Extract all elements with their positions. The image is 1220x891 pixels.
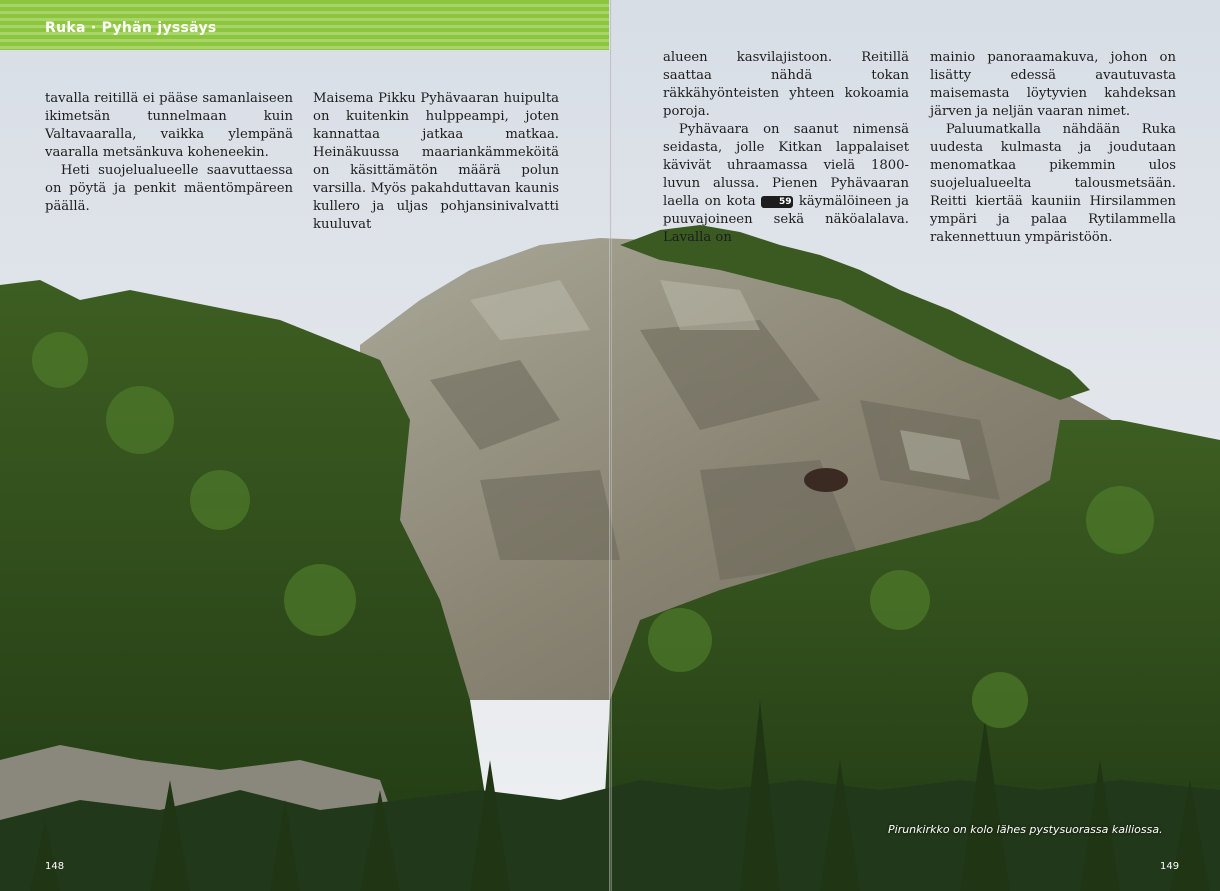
paragraph-part: Pyhävaara on saanut nimensä seidasta, jolle Kitkan lappalaiset kävivät uhraamassa vielä 1800-luvun alussa. Pienen Pyhävaaran laella on kota	[663, 122, 909, 209]
page-number-left: 148	[45, 861, 65, 872]
paragraph: Paluumatkalla nähdään Ruka uudesta kulmasta ja joudutaan menomatkaa pikemmin ulos suojelualueelta talousmetsään. Reitti kiertää kauniin Hirsilammen ympäri ja palaa Rytilammella rakennettuun ympäristöön.	[930, 122, 1176, 245]
page-number-right: 149	[1160, 861, 1180, 872]
paragraph: Heti suojelualueelle saavuttaessa on pöytä ja penkit mäentömpäreen päällä.	[45, 163, 293, 214]
paragraph: Maisema Pikku Pyhävaaran huipulta on kuitenkin hulppeampi, joten kannattaa jatkaa matkaa. Heinäkuussa maariankämmeköitä on käsittämätön määrä polun varsilla. Myös pakahduttavan kaunis kullero ja uljas pohjansinivalvatti kuuluvat	[313, 91, 559, 232]
location-number-badge: 59	[761, 196, 793, 208]
book-gutter	[609, 0, 612, 891]
cave-opening	[804, 468, 848, 492]
paragraph: mainio panoraamakuva, johon on lisätty edessä avautuvasta maisemasta löytyvien kahdeksan järven ja neljän vaaran nimet.	[930, 50, 1176, 119]
paragraph: alueen kasvilajistoon. Reitillä saattaa nähdä tokan räkkähyönteisten yhteen kokoamia poroja.	[663, 50, 909, 119]
photo-caption: Pirunkirkko on kolo lähes pystysuorassa kalliossa.	[888, 823, 1163, 836]
text-column-1	[45, 90, 293, 216]
paragraph: tavalla reitillä ei pääse samanlaiseen ikimetsän tunnelmaan kuin Valtavaaralla, vaikka ylempänä vaaralla metsänkuva koheneekin.	[45, 91, 293, 160]
text-column-2	[313, 90, 559, 234]
chapter-title: Ruka · Pyhän jyssäys	[45, 20, 217, 36]
text-column-4	[930, 49, 1176, 247]
paragraph	[663, 121, 909, 247]
paragraph-part: käymälöineen ja puuvajoineen sekä näköalalava. Lavalla on	[663, 194, 909, 245]
text-column-3	[663, 49, 909, 247]
